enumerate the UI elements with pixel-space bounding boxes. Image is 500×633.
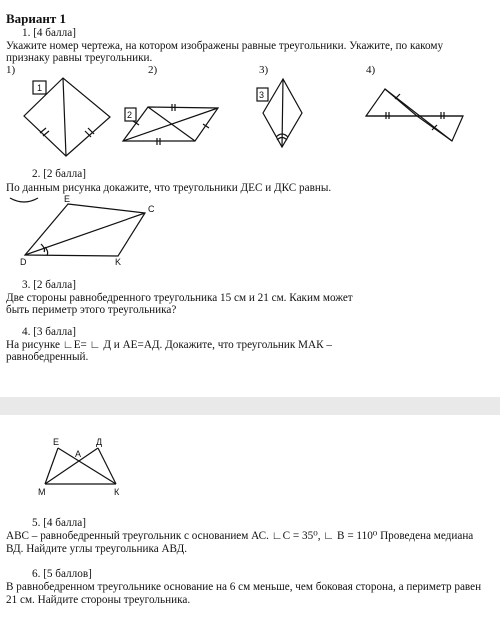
figure-number-2: 2): [148, 64, 158, 76]
task2-label-d: D: [20, 257, 27, 267]
figure-2-box-label: 2: [127, 110, 133, 120]
task6-text-line1: В равнобедренном треугольнике основание на 6 см меньше, чем боковая сторона, а периметр равен: [6, 581, 482, 593]
task4-header: 4. [3 балла]: [22, 326, 76, 338]
task4-text-line1: На рисунке ∟E= ∟ Д и АЕ=АД. Докажите, что треугольник МАК –: [6, 339, 332, 351]
task3-text-line1: Две стороны равнобедренного треугольника 15 см и 21 см. Каким может: [6, 292, 353, 304]
task4-label-a: А: [75, 449, 82, 459]
task6-header: 6. [5 баллов]: [32, 568, 92, 580]
figure-3-box-label: 3: [259, 90, 265, 100]
task4-text-line2: равнобедренный.: [6, 351, 89, 363]
task5-text-line2: ВД. Найдите углы треугольника АВД.: [6, 543, 188, 555]
task4-label-d: Д: [96, 437, 103, 447]
task2-header: 2. [2 балла]: [32, 168, 86, 180]
task2-text: По данным рисунка докажите, что треугольники ДЕС и ДКС равны.: [6, 182, 332, 194]
task2-label-k: K: [115, 257, 122, 267]
task1-header: 1. [4 балла]: [22, 27, 76, 39]
task5-text-line1: ABC – равнобедренный треугольник с основанием АС. ∟C = 35⁰, ∟ B = 110⁰ Проведена медиана: [6, 530, 474, 542]
figure-1-box-label: 1: [37, 83, 43, 93]
task3-text-line2: быть периметр этого треугольника?: [6, 304, 177, 316]
task6-text-line2: 21 см. Найдите стороны треугольника.: [6, 594, 191, 606]
task4-side-em: [45, 448, 58, 484]
task2-label-c: C: [148, 204, 155, 214]
task4-label-e: Е: [53, 437, 60, 447]
task1-text-line2: признаку равны треугольники.: [6, 52, 153, 64]
task4-label-m: М: [38, 487, 46, 497]
figure-number-4: 4): [366, 64, 376, 76]
figure-number-1: 1): [6, 64, 16, 76]
figure-number-3: 3): [259, 64, 269, 76]
task1-text-line1: Укажите номер чертежа, на котором изображены равные треугольники. Укажите, по какому: [6, 40, 444, 52]
task5-header: 5. [4 балла]: [32, 517, 86, 529]
task2-label-e: E: [64, 194, 71, 204]
task3-header: 3. [2 балла]: [22, 279, 76, 291]
task4-segment-dm: [45, 448, 98, 484]
task4-label-k: К: [114, 487, 120, 497]
variant-title: Вариант 1: [6, 11, 67, 26]
